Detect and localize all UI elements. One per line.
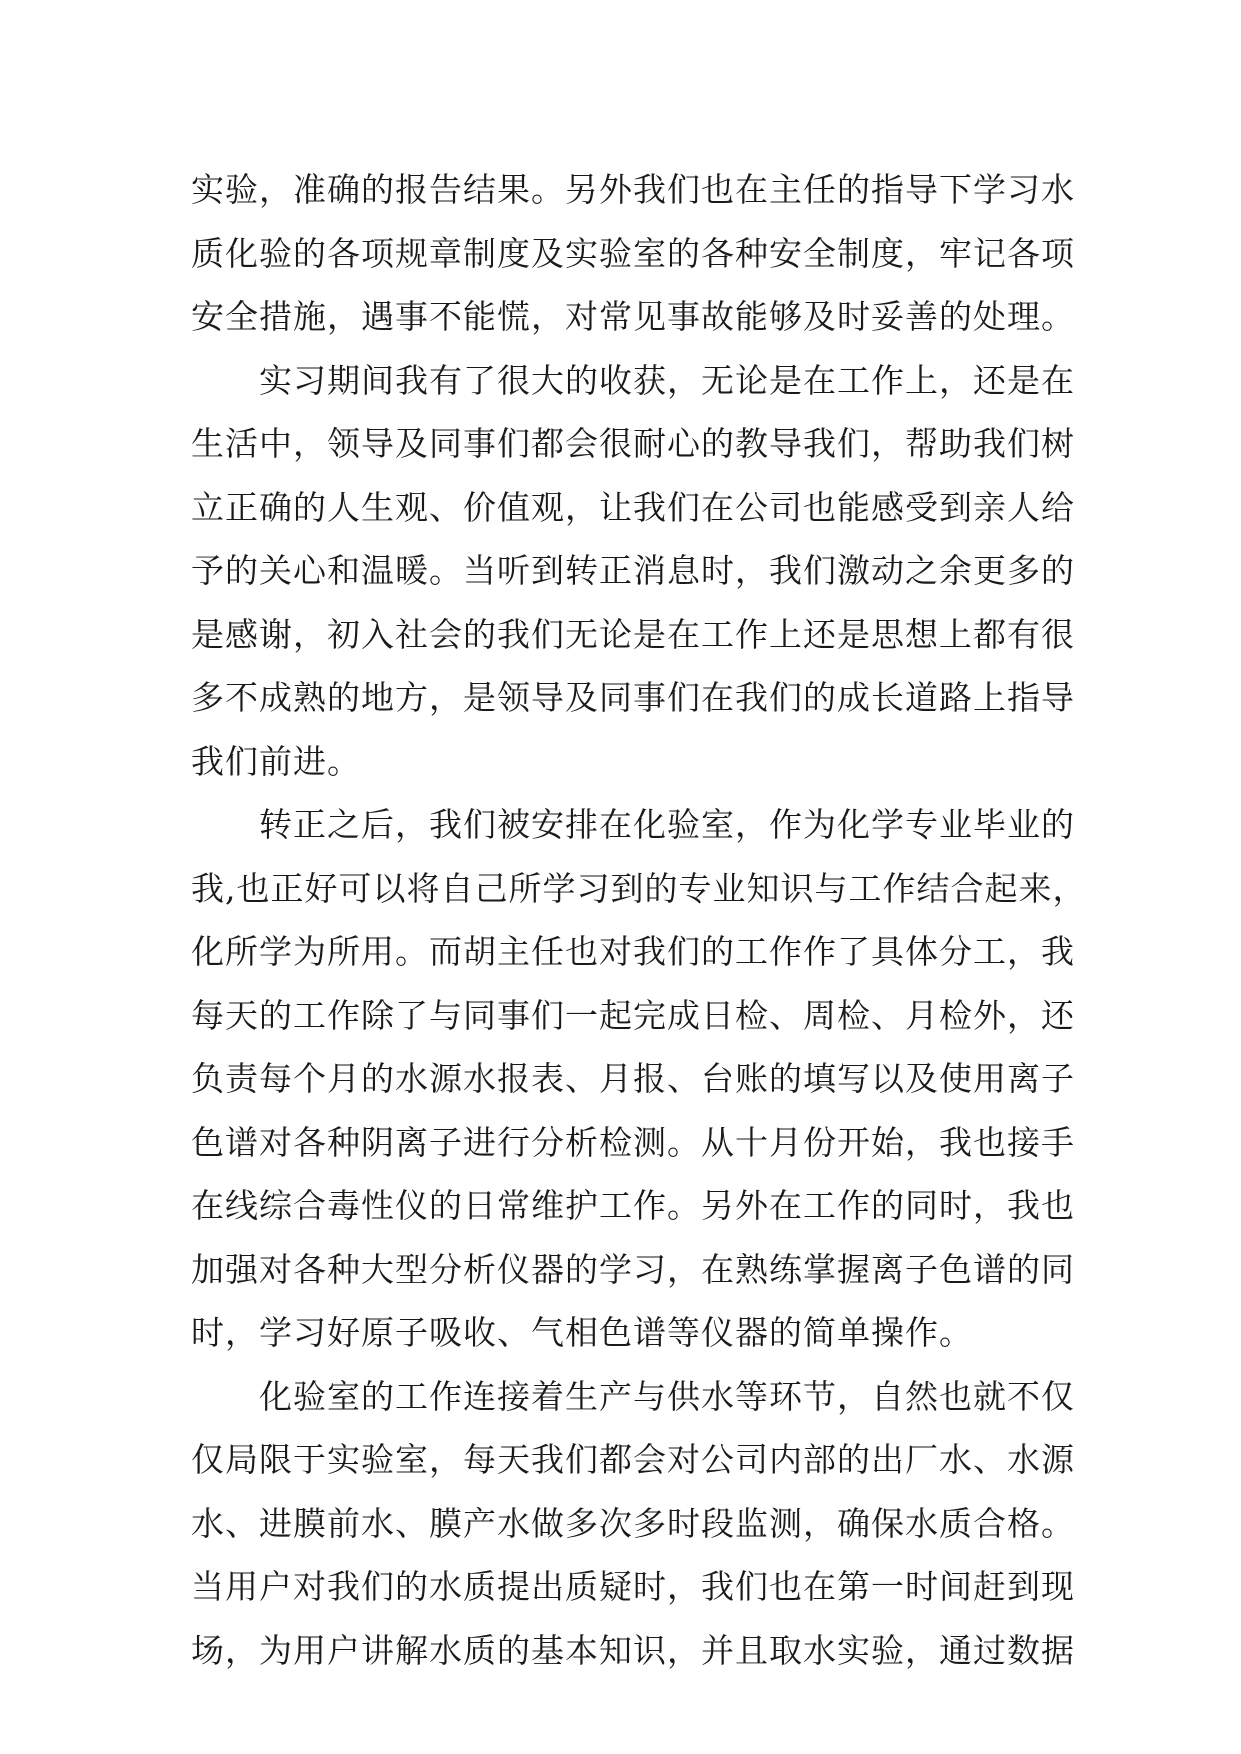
text-line: 负责每个月的水源水报表、月报、台账的填写以及使用离子 [191, 1059, 1075, 1098]
text-line: 立正确的人生观、价值观，让我们在公司也能感受到亲人给 [191, 487, 1075, 527]
text-line: 实习期间我有了很大的收获，无论是在工作上，还是在 [259, 360, 1075, 400]
text-line: 我,也正好可以将自己所学习到的专业知识与工作结合起来， [191, 868, 1087, 908]
text-line: 质化验的各项规章制度及实验室的各种安全制度，牢记各项 [191, 233, 1075, 273]
text-line: 转正之后，我们被安排在化验室，作为化学专业毕业的 [259, 805, 1075, 844]
text-line: 色谱对各种阴离子进行分析检测。从十月份开始，我也接手 [191, 1122, 1075, 1162]
text-line: 生活中，领导及同事们都会很耐心的教导我们，帮助我们树 [191, 424, 1075, 463]
text-line: 实验，准确的报告结果。另外我们也在主任的指导下学习水 [191, 170, 1075, 209]
text-line: 在线综合毒性仪的日常维护工作。另外在工作的同时，我也 [191, 1186, 1075, 1225]
text-line: 时，学习好原子吸收、气相色谱等仪器的简单操作。 [191, 1313, 973, 1352]
text-line: 安全措施，遇事不能慌，对常见事故能够及时妥善的处理。 [191, 297, 1075, 336]
text-line: 多不成熟的地方，是领导及同事们在我们的成长道路上指导 [191, 678, 1075, 717]
text-line: 化验室的工作连接着生产与供水等环节，自然也就不仅 [259, 1376, 1075, 1416]
text-line: 化所学为所用。而胡主任也对我们的工作作了具体分工，我 [191, 932, 1075, 971]
text-line: 场，为用户讲解水质的基本知识，并且取水实验，通过数据 [191, 1630, 1075, 1670]
text-line: 我们前进。 [191, 741, 361, 781]
text-line: 是感谢，初入社会的我们无论是在工作上还是思想上都有很 [191, 614, 1075, 654]
text-line: 予的关心和温暖。当听到转正消息时，我们激动之余更多的 [191, 551, 1075, 590]
text-line: 水、进膜前水、膜产水做多次多时段监测，确保水质合格。 [191, 1503, 1075, 1543]
text-line: 仅局限于实验室，每天我们都会对公司内部的出厂水、水源 [191, 1440, 1075, 1479]
text-line: 每天的工作除了与同事们一起完成日检、周检、月检外，还 [191, 995, 1075, 1035]
text-line: 加强对各种大型分析仪器的学习，在熟练掌握离子色谱的同 [191, 1249, 1075, 1289]
document-body [191, 158, 1087, 1682]
text-line: 当用户对我们的水质提出质疑时，我们也在第一时间赶到现 [191, 1567, 1075, 1606]
